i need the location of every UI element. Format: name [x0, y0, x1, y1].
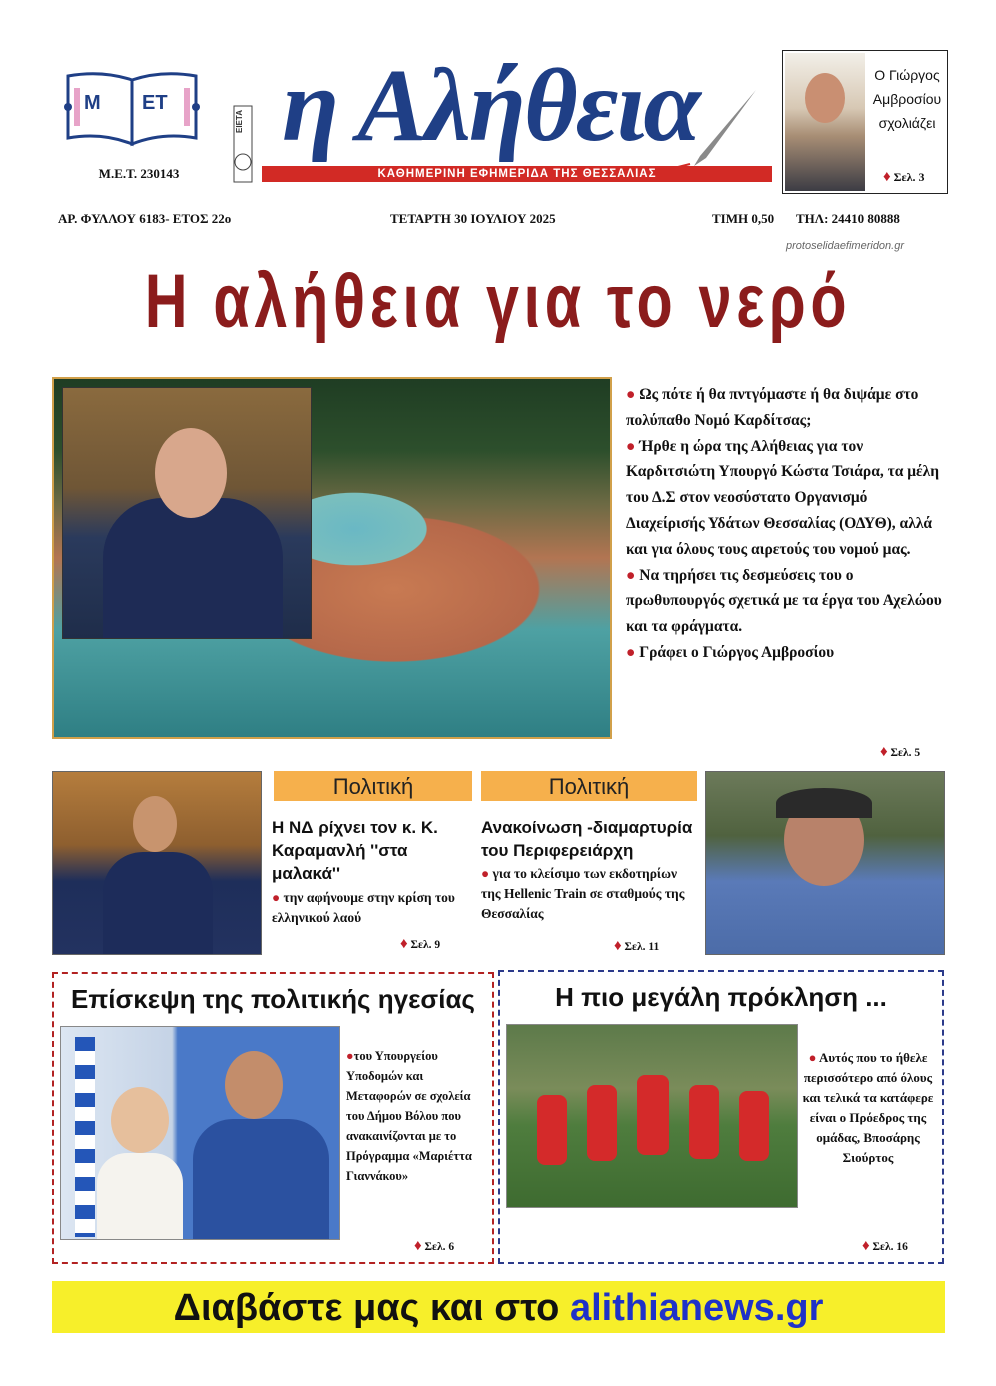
- man-head: [225, 1051, 283, 1119]
- bullet-dot-icon: ●: [626, 437, 640, 455]
- main-headline[interactable]: Η αλήθεια για το νερό: [144, 259, 852, 344]
- region-story-title[interactable]: Ανακοίνωση -διαμαρτυρία του Περιφερειάρχη: [481, 818, 693, 860]
- woman-head: [111, 1087, 169, 1153]
- nd-speaker-photo[interactable]: [52, 771, 262, 955]
- masthead-title: η Αλήθεια: [282, 48, 699, 163]
- minister-inset-photo: [62, 387, 312, 639]
- columnist-page: Σελ. 3: [893, 170, 925, 184]
- region-story-bullet-text: για το κλείσιμο των εκδοτηρίων της Hellenic Train σε σταθμούς της Θεσσαλίας: [481, 866, 685, 921]
- banner-url-link[interactable]: alithianews.gr: [569, 1287, 824, 1329]
- main-story-page: Σελ. 5: [890, 747, 921, 759]
- speaker-head: [133, 796, 177, 852]
- greek-flag: [75, 1037, 95, 1237]
- nd-story-title[interactable]: Η ΝΔ ρίχνει τον κ. Κ. Καραμανλή ''στα μαλακά'': [272, 818, 438, 883]
- sport-story-title[interactable]: Η πιο μεγάλη πρόκληση ...: [555, 982, 887, 1012]
- columnist-face: [805, 73, 845, 123]
- website-banner[interactable]: [52, 1281, 945, 1333]
- met-number: Μ.Ε.Τ. 230143: [98, 166, 180, 181]
- regional-governor-photo[interactable]: [705, 771, 945, 955]
- nd-story-page-ref: [400, 936, 440, 953]
- sport-story-page-ref: [862, 1238, 908, 1255]
- player-3: [637, 1075, 669, 1155]
- nd-story-bullet-text: την αφήνουμε στην κρίση του ελληνικού λαού: [272, 890, 455, 925]
- bullet-dot-icon: ●: [346, 1049, 354, 1063]
- main-bullet-3-text: Να τηρήσει τις δεσμεύσεις του ο πρωθυπουργός σχετικά με τα έργα του Αχελώου και τα φράγματα.: [626, 566, 942, 636]
- nd-story-bullet: [272, 888, 468, 928]
- columnist-box[interactable]: [782, 50, 948, 194]
- visit-story-bullet-text: του Υπουργείου Υποδομών και Μεταφορών σε σχολεία του Δήμου Βόλου που ανακαινίζονται με το Πρόγραμμα «Μαριέττα Γιαννάκου»: [346, 1049, 472, 1183]
- issue-date: ΤΕΤΑΡΤΗ 30 ΙΟΥΛΙΟΥ 2025: [390, 211, 556, 226]
- main-bullet-4-text: Γράφει ο Γιώργος Αμβροσίου: [639, 643, 835, 661]
- issue-number: ΑΡ. ΦΥΛΛΟΥ 6183- ΕΤΟΣ 22ο: [58, 211, 232, 226]
- sport-story-box[interactable]: [498, 970, 944, 1264]
- visit-story-bullet: [346, 1046, 486, 1186]
- speaker-suit: [103, 852, 213, 954]
- visit-story-page-ref: [414, 1238, 454, 1255]
- player-1: [537, 1095, 567, 1165]
- player-5: [739, 1091, 769, 1161]
- main-bullet-4: [626, 640, 948, 666]
- columnist-caption: [869, 63, 945, 135]
- main-story-bullets: [626, 382, 948, 666]
- visit-story-box[interactable]: [52, 972, 494, 1264]
- watermark: protoselidaefimeridon.gr: [786, 240, 905, 252]
- sport-story-page: Σελ. 16: [872, 1241, 908, 1253]
- bullet-dot-icon: ●: [808, 1050, 819, 1065]
- columnist-photo: [785, 53, 865, 191]
- columnist-line1: Ο Γιώργος: [874, 67, 940, 83]
- player-2: [587, 1085, 617, 1161]
- diamond-icon: ♦: [414, 1238, 422, 1254]
- main-story-page-ref: [880, 744, 920, 761]
- seal-text: ΕΙΕΤΑ: [235, 110, 244, 133]
- phone-number: ΤΗΛ: 24410 80888: [796, 211, 900, 226]
- diamond-icon: ♦: [883, 169, 891, 185]
- columnist-page-ref: [883, 169, 925, 186]
- columnist-line3: σχολιάζει: [878, 115, 936, 131]
- bullet-dot-icon: ●: [626, 566, 640, 584]
- visit-photo: [60, 1026, 340, 1240]
- inset-head: [155, 428, 227, 518]
- woman-dress: [97, 1153, 183, 1239]
- region-story-page-ref: [614, 938, 659, 955]
- diamond-icon: ♦: [862, 1238, 870, 1254]
- bullet-dot-icon: ●: [626, 386, 640, 403]
- quill-icon: [660, 86, 760, 172]
- region-story-page: Σελ. 11: [624, 941, 660, 953]
- governor-hair: [776, 788, 872, 818]
- columnist-line2: Αμβροσίου: [872, 91, 942, 107]
- bullet-dot-icon: ●: [272, 890, 284, 905]
- man-suit: [193, 1119, 329, 1239]
- tag-politics-2[interactable]: Πολιτική: [481, 771, 697, 801]
- diamond-icon: ♦: [880, 744, 888, 760]
- nd-story-page: Σελ. 9: [410, 939, 441, 951]
- bullet-dot-icon: ●: [626, 643, 640, 661]
- visit-story-title[interactable]: Επίσκεψη της πολιτικής ηγεσίας: [71, 984, 475, 1014]
- main-bullet-3: [626, 563, 948, 640]
- tag-politics-1[interactable]: Πολιτική: [274, 771, 472, 801]
- main-bullet-2: [626, 434, 948, 563]
- visit-story-page: Σελ. 6: [424, 1241, 455, 1253]
- issue-price: ΤΙΜΗ 0,50: [712, 211, 775, 226]
- eieta-seal: [232, 104, 254, 184]
- football-team-photo: [506, 1024, 798, 1208]
- main-bullet-1-text: Ως πότε ή θα πντγόμαστε ή θα διψάμε στο πολύπαθο Νομό Καρδίτσας;: [626, 386, 919, 429]
- sport-story-bullet-text: Αυτός που το ήθελε περισσότερο από όλους και τελικά τα κατάφερε είναι ο Πρόεδρος της ομάδας, Βποσάρης Σιούρτος: [802, 1050, 934, 1165]
- diamond-icon: ♦: [614, 938, 622, 954]
- sport-story-bullet: [802, 1048, 934, 1168]
- main-bullet-2-text: Ήρθε η ώρα της Αλήθειας για τον Καρδιτσιώτη Υπουργό Κώστα Τσιάρα, τα μέλη του Δ.Σ στον νεοσύστατο Οργανισμό Διαχείρισής Υδάτων Θεσσαλίας (ΟΔΥΘ), αλλά και για όλους τους αιρετούς του νομού μας.: [626, 437, 940, 558]
- inset-suit: [103, 498, 283, 638]
- player-4: [689, 1085, 719, 1159]
- diamond-icon: ♦: [400, 936, 408, 952]
- main-story-photo[interactable]: [52, 377, 612, 739]
- masthead-subtitle: ΚΑΘΗΜΕΡΙΝΗ ΕΦΗΜΕΡΙΔΑ ΤΗΣ ΘΕΣΣΑΛΙΑΣ: [262, 166, 772, 182]
- met-logo: [62, 66, 202, 150]
- main-bullet-1: [626, 382, 948, 434]
- banner-text: Διαβάστε μας και στο: [173, 1287, 560, 1329]
- bullet-dot-icon: ●: [481, 866, 493, 881]
- region-story-bullet: [481, 864, 693, 924]
- met-logo-right: ET: [142, 92, 168, 114]
- met-logo-left: M: [84, 92, 101, 114]
